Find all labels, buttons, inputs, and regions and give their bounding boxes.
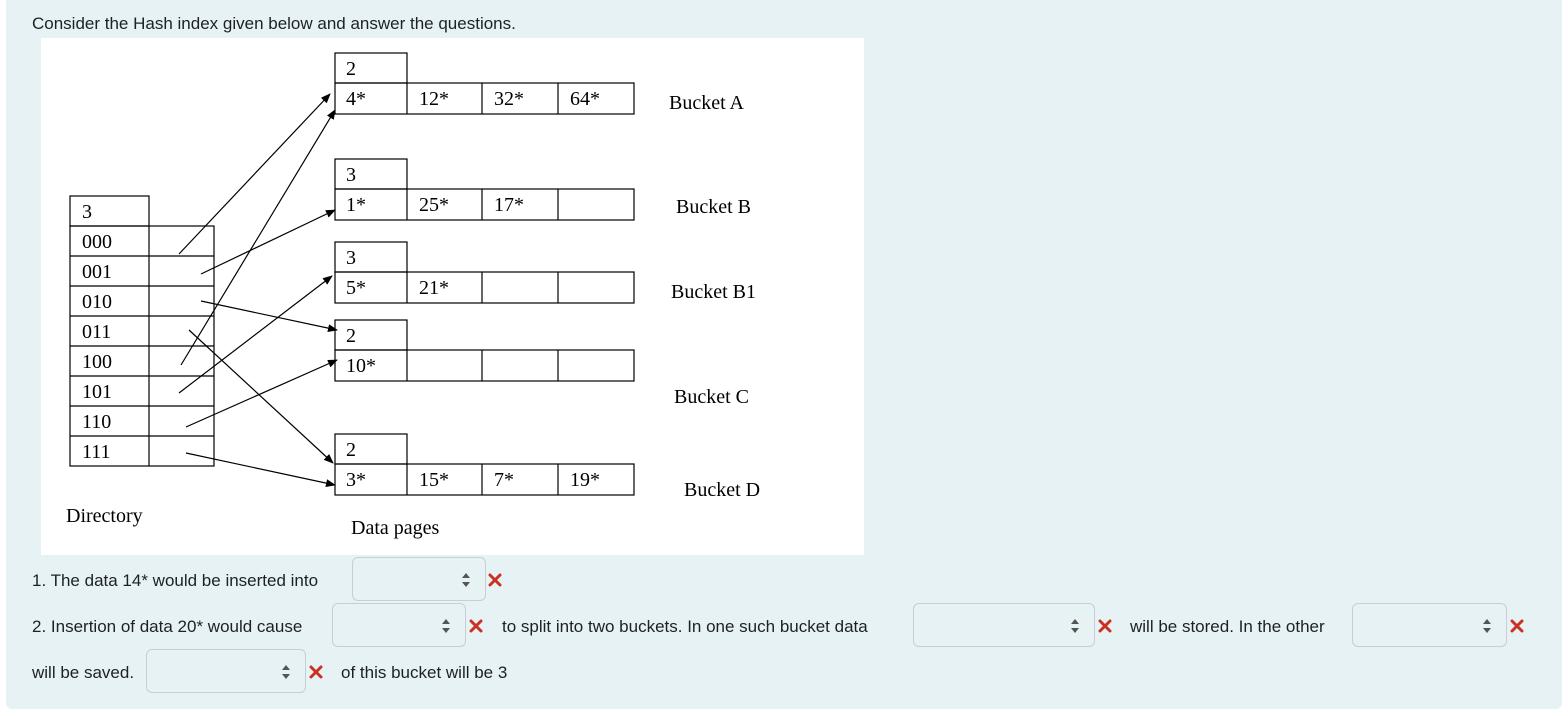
select-arrows-icon: [461, 572, 471, 588]
hash-index-diagram: [41, 38, 864, 555]
bucket-entry: 4*: [346, 88, 366, 110]
directory-entry: 111: [82, 441, 111, 463]
local-depth: 2: [346, 325, 356, 347]
local-depth: 2: [346, 439, 356, 461]
q1-answer-select[interactable]: [352, 557, 486, 601]
directory-entry: 110: [82, 411, 112, 433]
bucket-entry: 1*: [346, 194, 366, 216]
local-depth: 2: [346, 58, 356, 80]
q2-text-part2: to split into two buckets. In one such bucket data: [502, 617, 868, 636]
select-arrows-icon: [1070, 618, 1080, 634]
incorrect-icon: [309, 665, 323, 679]
q2-first-bucket-data-select[interactable]: [913, 603, 1095, 647]
directory-entry: 011: [82, 321, 112, 343]
q2-text-part3: will be stored. In the other: [1130, 617, 1325, 636]
bucket-entry: 32*: [494, 88, 524, 110]
select-arrows-icon: [281, 664, 291, 680]
bucket-entry: 25*: [419, 194, 449, 216]
incorrect-icon: [469, 619, 483, 633]
bucket-name: Bucket D: [684, 479, 761, 501]
directory-entry: 010: [82, 291, 112, 313]
bucket-name: Bucket C: [674, 386, 749, 408]
q2-other-bucket-data-select[interactable]: [1352, 603, 1507, 647]
bucket-entry: 7*: [494, 469, 514, 491]
data-pages-label: Data pages: [351, 517, 440, 539]
incorrect-icon: [488, 573, 502, 587]
bucket-name: Bucket B1: [671, 281, 756, 303]
q2-text-part1: 2. Insertion of data 20* would cause: [32, 617, 303, 636]
directory-entry: 100: [82, 351, 112, 373]
q2-depth-select[interactable]: [146, 649, 306, 693]
question-text: Consider the Hash index given below and answer the questions.: [32, 14, 516, 33]
bucket-entry: 5*: [346, 277, 366, 299]
bucket-entry: 10*: [346, 355, 376, 377]
bucket-name: Bucket A: [669, 92, 744, 114]
local-depth: 3: [346, 247, 356, 269]
q1-text: 1. The data 14* would be inserted into: [32, 571, 319, 590]
bucket-entry: 3*: [346, 469, 366, 491]
bucket-entry: 21*: [419, 277, 449, 299]
bucket-entry: 17*: [494, 194, 524, 216]
directory-entry: 001: [82, 261, 112, 283]
incorrect-icon: [1510, 619, 1524, 633]
directory-entry: 101: [82, 381, 112, 403]
bucket-entry: 64*: [570, 88, 600, 110]
bucket-entry: 19*: [570, 469, 600, 491]
hash-index-figure: [41, 38, 864, 555]
incorrect-icon: [1098, 619, 1112, 633]
bucket-entry: 12*: [419, 88, 449, 110]
bucket-entry: 15*: [419, 469, 449, 491]
directory-label: Directory: [66, 505, 143, 527]
select-arrows-icon: [1482, 618, 1492, 634]
q2-text-part5: of this bucket will be 3: [341, 663, 508, 682]
local-depth: 3: [346, 164, 356, 186]
q2-text-part4: will be saved.: [32, 663, 135, 682]
global-depth: 3: [82, 201, 92, 223]
bucket-name: Bucket B: [676, 196, 751, 218]
select-arrows-icon: [441, 618, 451, 634]
q2-split-bucket-select[interactable]: [332, 603, 466, 647]
directory-entry: 000: [82, 231, 112, 253]
